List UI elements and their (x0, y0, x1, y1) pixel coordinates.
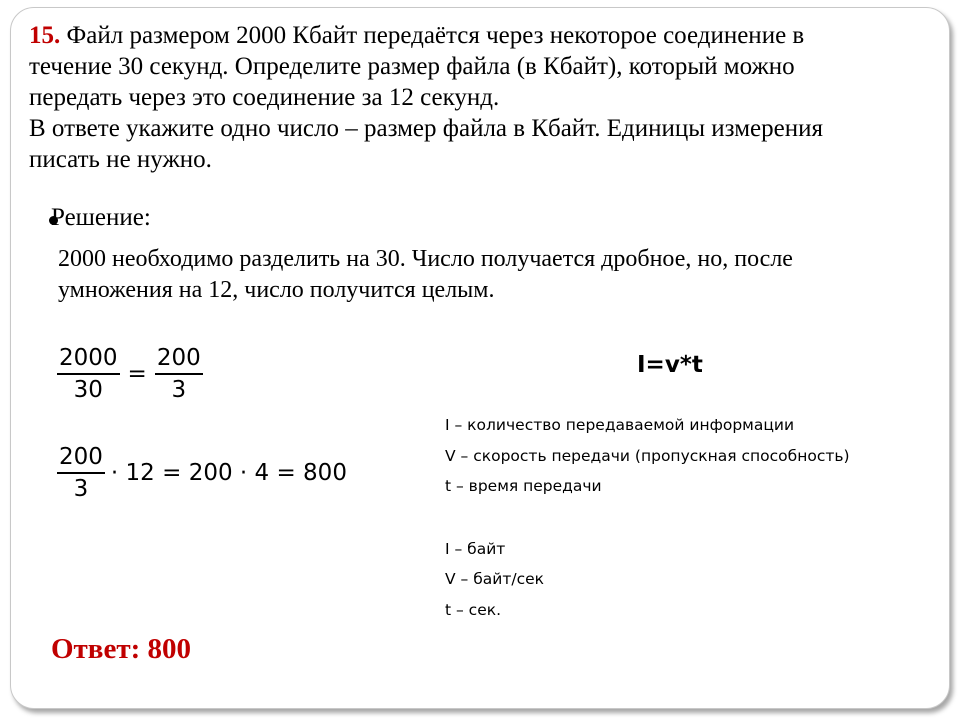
problem-line-5: писать не нужно. (29, 146, 212, 173)
equation-rest: · 12 = 200 · 4 = 800 (110, 460, 347, 486)
formula: I=v*t (637, 352, 703, 378)
problem-line-1 (29, 20, 929, 51)
problem-line-4: В ответе укажите одно число – размер файла в Кбайт. Единицы измерения (29, 115, 823, 142)
legend-unit-i: I – байт (445, 539, 506, 558)
legend-unit-v: V – байт/сек (445, 570, 545, 588)
equation-multiply (57, 444, 347, 502)
legend-spacer (445, 502, 850, 534)
slide (10, 7, 950, 709)
legend-definition-t: t – время передачи (445, 477, 602, 495)
problem-number: 15. (29, 22, 61, 49)
equals-sign: = (127, 361, 147, 387)
fraction-200-3 (155, 345, 203, 403)
answer-label: Ответ: (51, 633, 141, 665)
formula-legend (445, 410, 850, 625)
answer (51, 633, 191, 666)
solution-text (58, 244, 918, 306)
numerator: 200 (155, 345, 203, 375)
answer-value: 800 (147, 633, 191, 665)
denominator: 3 (73, 476, 89, 502)
solution-label: Решение: (51, 204, 151, 231)
fraction-200-3 (57, 444, 105, 502)
numerator: 200 (57, 444, 105, 474)
problem-line-2: течение 30 секунд. Определите размер файла (в Кбайт), который можно (29, 53, 795, 80)
problem-text: Файл размером 2000 Кбайт передаётся через некоторое соединение в (66, 22, 805, 49)
equation-fraction-simplify (57, 345, 203, 403)
legend-definition-v: V – скорость передачи (пропускная способность) (445, 446, 850, 465)
denominator: 3 (171, 377, 187, 403)
problem-statement (29, 20, 929, 175)
problem-line-3: передать через это соединение за 12 секунд. (29, 84, 500, 111)
solution-line-2: умножения на 12, число получится целым. (58, 277, 495, 303)
legend-definition-i: I – количество передаваемой информации (445, 416, 795, 434)
solution-line-1: 2000 необходимо разделить на 30. Число получается дробное, но, после (58, 246, 793, 272)
denominator: 30 (73, 377, 103, 403)
numerator: 2000 (57, 345, 120, 375)
legend-unit-t: t – сек. (445, 600, 502, 619)
fraction-2000-30 (57, 345, 120, 403)
